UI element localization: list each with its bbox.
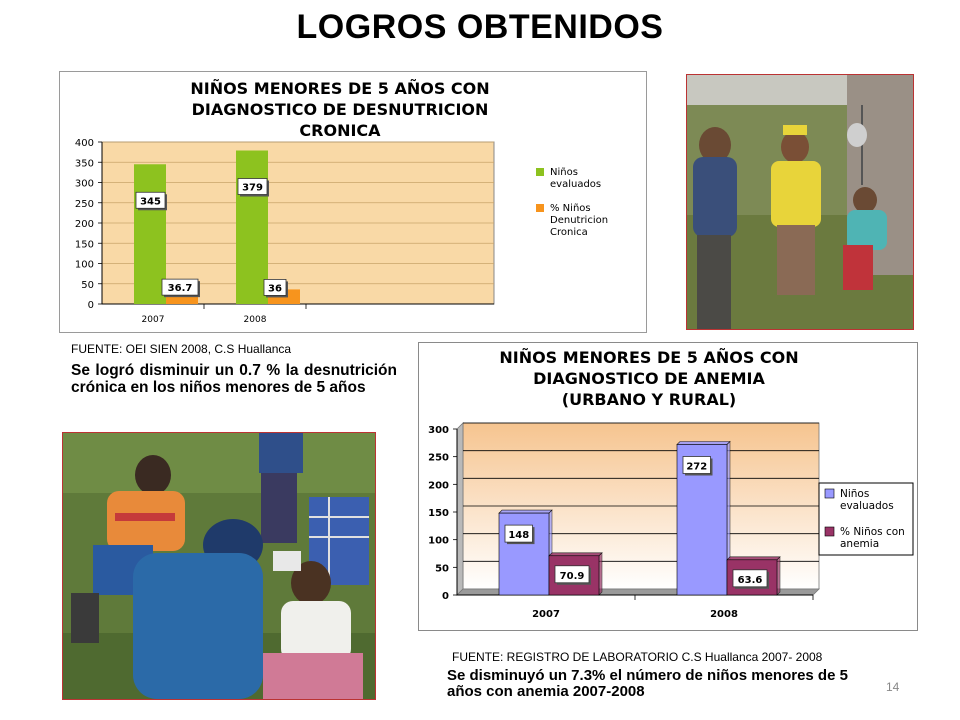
- chart2-data-label: 70.9: [559, 570, 585, 582]
- slide-title: LOGROS OBTENIDOS: [296, 8, 664, 46]
- chart1-legend-swatch: [536, 168, 544, 176]
- chart2-side-wall: [457, 423, 463, 595]
- chart2-ytick-label: 150: [428, 508, 449, 519]
- chart1-legend-label: % Niños: [550, 203, 591, 214]
- chart1-legend-swatch: [536, 204, 544, 212]
- chart2-plot-area: [428, 423, 819, 620]
- chart1-category-label: 2008: [243, 315, 267, 325]
- chart1-title: [190, 79, 489, 140]
- chart2-legend-label: % Niños con: [840, 526, 905, 538]
- chart2-bar-side: [599, 553, 602, 595]
- chart1-ytick-label: 100: [74, 259, 94, 271]
- chart2-ytick-label: 200: [428, 480, 449, 492]
- chart1-svg: [60, 72, 646, 332]
- chart1-title-line: DIAGNOSTICO DE DESNUTRICION: [191, 100, 489, 119]
- chart-anemia: [418, 342, 918, 631]
- chart1-data-label: 36: [268, 283, 282, 295]
- chart2-bar-top: [499, 510, 552, 513]
- chart2-legend-label: Niños: [840, 488, 870, 500]
- note-anemia: Se disminuyó un 7.3% el número de niños menores de 5 años con anemia 2007-2008: [447, 667, 848, 700]
- chart1-ytick-label: 50: [81, 279, 94, 291]
- source-malnutrition: FUENTE: OEI SIEN 2008, C.S Huallanca: [71, 342, 292, 356]
- chart1-ytick-label: 0: [87, 300, 94, 311]
- chart1-ytick-label: 250: [74, 198, 94, 210]
- chart2-legend-swatch: [825, 527, 834, 536]
- chart2-ytick-label: 100: [428, 535, 449, 547]
- chart1-legend-label: evaluados: [550, 179, 602, 190]
- chart1-title-line: CRONICA: [299, 121, 381, 140]
- chart2-bar-top: [549, 553, 602, 556]
- chart1-ytick-label: 150: [74, 239, 94, 251]
- chart1-ytick-label: 200: [74, 219, 94, 230]
- chart1-ytick-label: 300: [74, 178, 94, 190]
- chart-chronic-malnutrition: [59, 71, 647, 333]
- chart1-data-label: 345: [140, 196, 161, 208]
- chart2-legend: [819, 483, 913, 555]
- chart1-legend-label: Niños: [550, 167, 578, 178]
- page-number: 14: [886, 680, 900, 694]
- chart1-ytick-label: 400: [74, 138, 94, 149]
- chart2-ytick-label: 300: [428, 425, 449, 436]
- chart1-data-label: 379: [242, 182, 263, 194]
- note-malnutrition: Se logró disminuir un 0.7 % la desnutrición crónica en los niños menores de 5 años: [71, 362, 397, 396]
- chart2-title-line: (URBANO Y RURAL): [561, 390, 737, 409]
- chart1-plot-area: [75, 138, 494, 325]
- chart2-category-label: 2007: [532, 609, 560, 620]
- chart2-ytick-label: 0: [442, 591, 449, 602]
- chart1-legend-label: Cronica: [550, 227, 588, 238]
- chart1-legend-label: Denutricion: [550, 215, 609, 226]
- photo-anemia-test: [62, 432, 376, 700]
- chart2-data-label: 63.6: [737, 574, 763, 586]
- photo-weighing-child-image: [687, 75, 913, 329]
- chart2-data-label: 148: [508, 530, 530, 542]
- chart1-bar-1-2008: [236, 151, 268, 304]
- chart1-bar-1-2007: [134, 164, 166, 304]
- chart2-title: [499, 348, 798, 409]
- chart2-bar-side: [777, 557, 780, 595]
- chart1-category-label: 2007: [141, 315, 165, 325]
- chart1-data-label: 36.7: [167, 283, 193, 295]
- photo-weighing-child: [686, 74, 914, 330]
- chart2-title-line: DIAGNOSTICO DE ANEMIA: [533, 369, 765, 388]
- chart2-data-label: 272: [686, 461, 708, 473]
- chart1-legend: [536, 167, 608, 238]
- chart2-bar-top: [677, 441, 730, 444]
- chart2-title-line: NIÑOS MENORES DE 5 AÑOS CON: [499, 348, 799, 367]
- chart2-ytick-label: 250: [428, 452, 449, 464]
- chart2-category-label: 2008: [710, 609, 738, 620]
- chart2-svg: [419, 343, 917, 630]
- chart2-ytick-label: 50: [435, 563, 449, 575]
- chart2-legend-swatch: [825, 489, 834, 498]
- chart2-legend-label: anemia: [840, 538, 880, 550]
- chart2-legend-label: evaluados: [840, 500, 894, 512]
- photo-anemia-test-image: [63, 433, 375, 699]
- chart1-title-line: NIÑOS MENORES DE 5 AÑOS CON: [190, 79, 490, 98]
- source-anemia: FUENTE: REGISTRO DE LABORATORIO C.S Huallanca 2007- 2008: [452, 650, 823, 664]
- chart1-ytick-label: 350: [74, 158, 94, 170]
- chart2-bar-top: [727, 557, 780, 560]
